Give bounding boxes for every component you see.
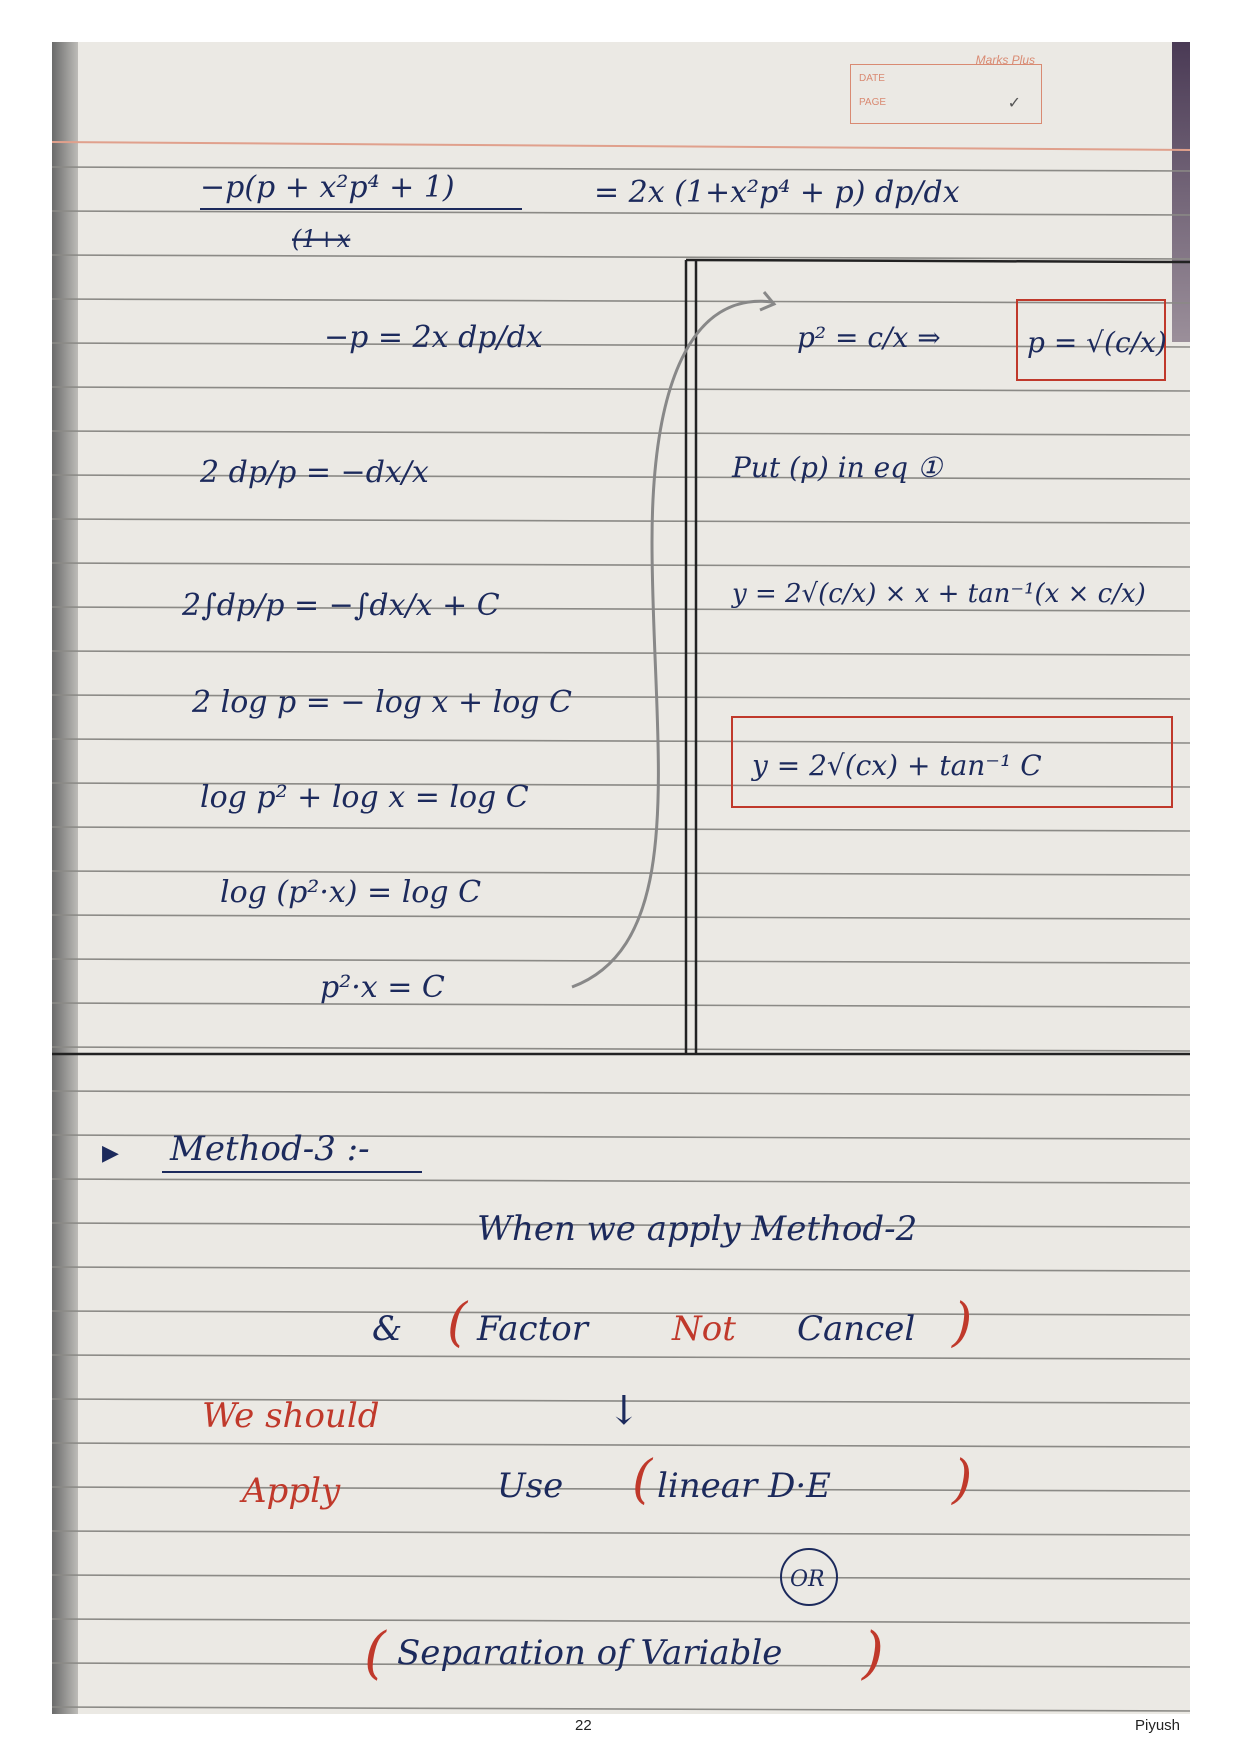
ruled-line — [52, 1443, 1190, 1447]
separation-open-paren: ( — [364, 1621, 386, 1686]
eq-line-1-denominator: (1+x — [292, 225, 351, 253]
eq-line-6: log p² + log x = log C — [200, 780, 529, 815]
ruled-line — [52, 519, 1190, 523]
ruled-line — [52, 1047, 1190, 1051]
ruled-line — [52, 651, 1190, 655]
stamp-date-label: DATE — [859, 73, 885, 84]
ruled-line — [52, 387, 1190, 391]
down-arrow: ↓ — [607, 1388, 641, 1434]
linear-close-paren: ) — [952, 1450, 973, 1510]
notebook-photo — [52, 42, 1190, 1714]
not-word: Not — [672, 1309, 736, 1349]
bullet-marker: ▶ — [102, 1141, 119, 1166]
ruled-line — [52, 343, 1190, 347]
ruled-line — [52, 1267, 1190, 1271]
eq-right-3: Put (p) in eq ① — [732, 451, 943, 484]
stamp-page-mark: ✓ — [1007, 95, 1021, 112]
ruled-line — [52, 1179, 1190, 1183]
ruled-line — [52, 1575, 1190, 1579]
ruled-line — [52, 915, 1190, 919]
eq-line-3: 2 dp/p = −dx/x — [200, 455, 429, 490]
author-name: Piyush — [1135, 1717, 1181, 1734]
eq-line-2: −p = 2x dp/dx — [324, 320, 543, 355]
connector-arrow — [572, 301, 772, 987]
stamp-page-label: PAGE — [859, 97, 887, 108]
linear-open-paren: ( — [632, 1450, 653, 1510]
ruled-line — [52, 959, 1190, 963]
method-heading: Method-3 :- — [170, 1129, 370, 1169]
eq-right-5: y = 2√(cx) + tan⁻¹ C — [752, 749, 1042, 782]
eq-line-1-right: = 2x (1+x²p⁴ + p) dp/dx — [594, 175, 960, 210]
eq-line-5: 2 log p = − log x + log C — [192, 685, 572, 720]
factor-open-paren: ( — [447, 1293, 468, 1353]
ruled-line — [52, 1531, 1190, 1535]
notebook-content — [52, 42, 1190, 1714]
method-line-1: When we apply Method-2 — [477, 1209, 918, 1249]
eq-line-7: log (p²·x) = log C — [220, 875, 482, 910]
eq-right-2: p = √(c/x) — [1027, 326, 1167, 359]
ruled-line — [52, 1487, 1190, 1491]
ruled-line — [52, 1311, 1190, 1315]
or-text: OR — [790, 1567, 825, 1592]
eq-right-1: p² = c/x ⇒ — [797, 321, 941, 354]
ruled-line — [52, 1003, 1190, 1007]
top-margin-line — [52, 142, 1190, 150]
ruled-line — [52, 1355, 1190, 1359]
ruled-line — [52, 1091, 1190, 1095]
ruled-line — [52, 827, 1190, 831]
method-line-2-prefix: & — [372, 1309, 403, 1349]
factor-word: Factor — [477, 1309, 588, 1349]
ruled-line — [52, 739, 1190, 743]
ruled-lines — [52, 167, 1190, 1711]
separation-close-paren: ) — [862, 1621, 884, 1686]
factor-close-paren: ) — [952, 1293, 973, 1353]
ruled-line — [52, 211, 1190, 215]
ruled-line — [52, 431, 1190, 435]
use-word: Use — [497, 1466, 564, 1506]
eq-line-8: p²·x = C — [320, 970, 445, 1005]
ruled-line — [52, 563, 1190, 567]
note-line-2: Apply — [242, 1471, 341, 1511]
note-line-1: We should — [202, 1396, 380, 1436]
eq-line-1: −p(p + x²p⁴ + 1) — [200, 170, 455, 205]
ruled-line — [52, 255, 1190, 259]
stamp-brand: Marks Plus — [975, 53, 1035, 67]
ruled-line — [52, 1707, 1190, 1711]
eq-right-4: y = 2√(c/x) × x + tan⁻¹(x × c/x) — [732, 579, 1146, 609]
ruled-line — [52, 1619, 1190, 1623]
linear-de: linear D·E — [657, 1466, 831, 1506]
cancel-word: Cancel — [797, 1309, 916, 1349]
page-number: 22 — [575, 1717, 592, 1734]
eq-line-4: 2∫dp/p = −∫dx/x + C — [182, 588, 500, 623]
separation-text: Separation of Variable — [397, 1633, 783, 1673]
